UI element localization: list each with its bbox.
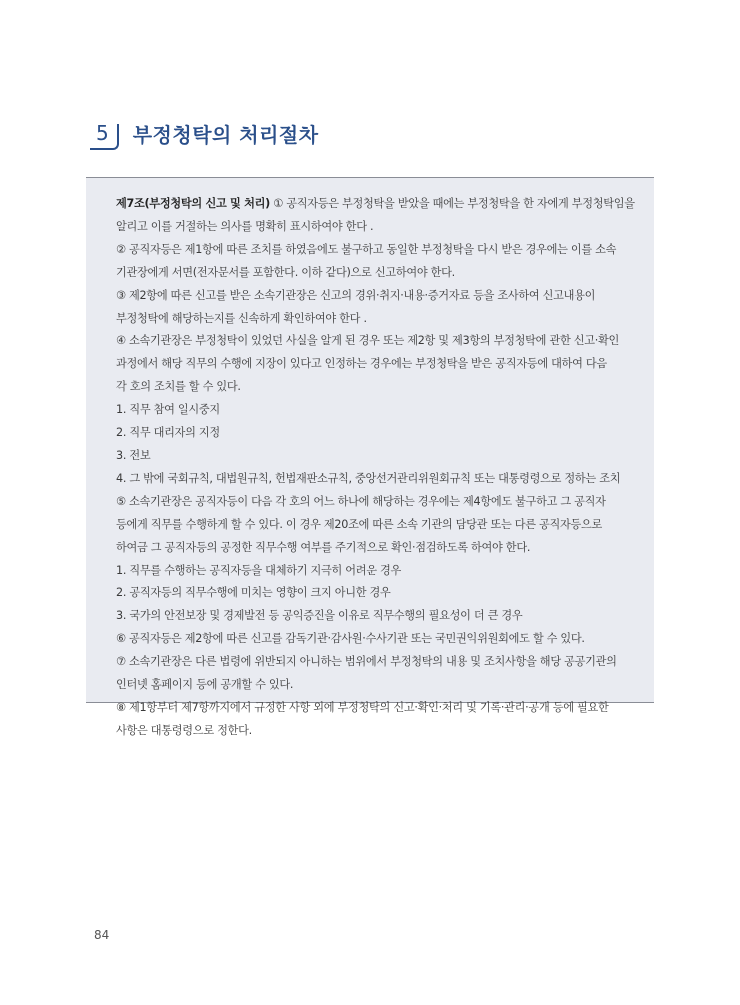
law-line: 4. 그 밖에 국회규칙, 대법원규칙, 헌법재판소규칙, 중앙선거관리위원회규칙 또는 대통령령으로 정하는 조치 [116, 471, 621, 485]
law-line: 기관장에게 서면(전자문서를 포함한다. 이하 같다)으로 신고하여야 한다. [116, 265, 455, 279]
law-line: ⑥ 공직자등은 제2항에 따른 신고를 감독기관·감사원·수사기관 또는 국민권익위원회에도 할 수 있다. [116, 632, 585, 646]
law-line: 부정청탁에 해당하는지를 신속하게 확인하여야 한다 . [116, 311, 367, 325]
law-line: 알리고 이를 거절하는 의사를 명확히 표시하여야 한다 . [116, 219, 374, 233]
law-line: 인터넷 홈페이지 등에 공개할 수 있다. [116, 678, 294, 692]
law-line: 3. 전보 [116, 448, 151, 462]
law-line: ② 공직자등은 제1항에 따른 조치를 하였음에도 불구하고 동일한 부정청탁을 다시 받은 경우에는 이를 소속 [116, 242, 617, 256]
law-line: 2. 직무 대리자의 지정 [116, 426, 220, 440]
law-line [116, 193, 638, 216]
law-line: 과정에서 해당 직무의 수행에 지장이 있다고 인정하는 경우에는 부정청탁을 받은 공직자등에 대하여 다음 [116, 357, 607, 371]
section-number-bracket [90, 124, 119, 150]
page-number: 84 [94, 928, 110, 942]
section-heading [90, 118, 319, 148]
law-line: 1. 직무 참여 일시중지 [116, 403, 220, 417]
article-heading: 제7조(부정청탁의 신고 및 처리) [116, 197, 270, 210]
law-excerpt-box [86, 177, 654, 737]
law-line: ③ 제2항에 따른 신고를 받은 소속기관장은 신고의 경위·취지·내용·증거자료 등을 조사하여 신고내용이 [116, 288, 596, 302]
law-line: 1. 직무를 수행하는 공직자등을 대체하기 지극히 어려운 경우 [116, 563, 402, 577]
section-number [90, 120, 119, 146]
law-line: 사항은 대통령령으로 정한다. [116, 723, 252, 737]
law-line: ⑦ 소속기관장은 다른 법령에 위반되지 아니하는 범위에서 부정청탁의 내용 및 조치사항을 해당 공공기관의 [116, 655, 617, 669]
law-line: 하여금 그 공직자등의 공정한 직무수행 여부를 주기적으로 확인·점검하도록 하여야 한다. [116, 540, 531, 554]
law-line: 2. 공직자등의 직무수행에 미치는 영향이 크지 아니한 경우 [116, 586, 391, 600]
law-line: ④ 소속기관장은 부정청탁이 있었던 사실을 알게 된 경우 또는 제2항 및 제3항의 부정청탁에 관한 신고·확인 [116, 334, 620, 348]
section-number-text: 5 [96, 121, 109, 145]
law-line: ⑤ 소속기관장은 공직자등이 다음 각 호의 어느 하나에 해당하는 경우에는 제4항에도 불구하고 그 공직자 [116, 494, 606, 508]
law-line: 등에게 직무를 수행하게 할 수 있다. 이 경우 제20조에 따른 소속 기관의 담당관 또는 다른 공직자등으로 [116, 517, 603, 531]
law-line: 각 호의 조치를 할 수 있다. [116, 380, 241, 394]
law-line: ⑧ 제1항부터 제7항까지에서 규정한 사항 외에 부정청탁의 신고·확인·처리 및 기록·관리·공개 등에 필요한 [116, 700, 609, 714]
section-title: 부정청탁의 처리절차 [132, 122, 319, 147]
law-line: 3. 국가의 안전보장 및 경제발전 등 공익증진을 이유로 직무수행의 필요성이 더 큰 경우 [116, 609, 523, 623]
law-line-text: ① 공직자등은 부정청탁을 받았을 때에는 부정청탁을 한 자에게 부정청탁임을 [273, 197, 635, 210]
